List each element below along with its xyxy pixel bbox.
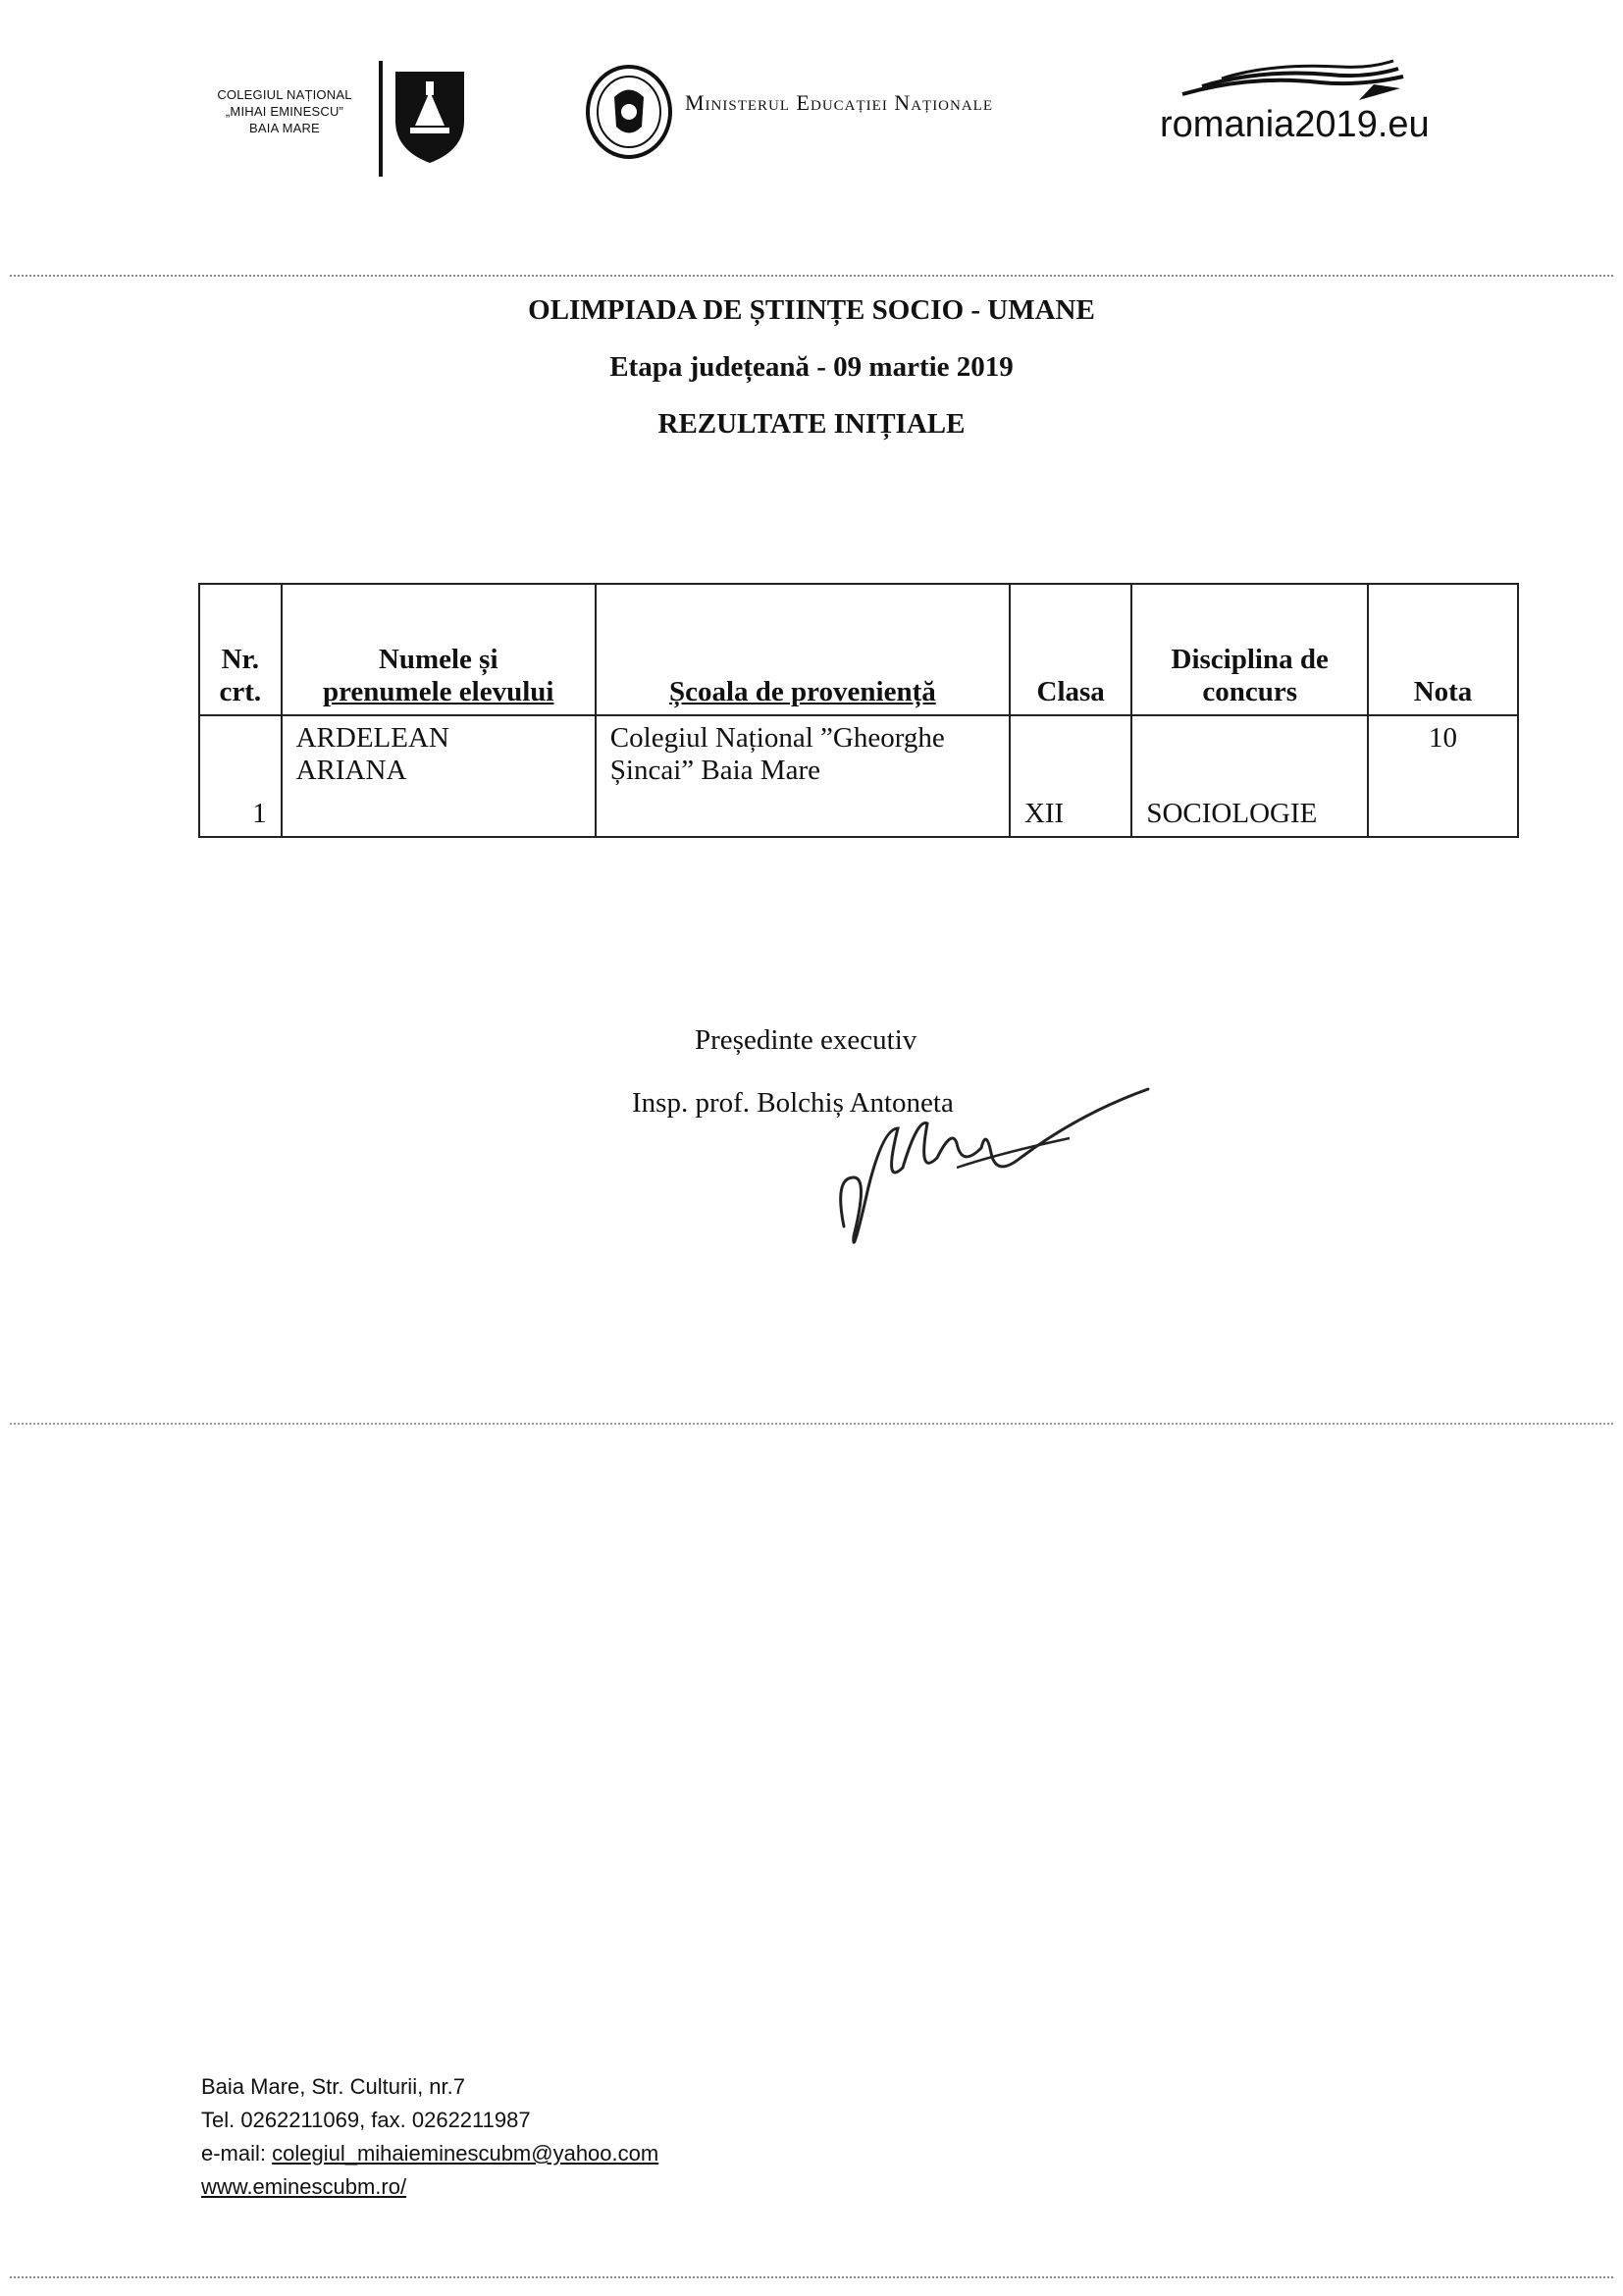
mid-divider: [10, 1423, 1613, 1425]
header-name-line-2: prenumele elevului: [322, 676, 554, 707]
header-name: [282, 584, 596, 715]
title-olympiad: OLIMPIADA DE ȘTIINȚE SOCIO - UMANE: [528, 294, 1095, 326]
header-discipline-line-2: concurs: [1202, 676, 1298, 707]
romania2019-site: romania2019.eu: [1160, 104, 1430, 145]
ministry-name: Ministerul Educației Naționale: [685, 90, 994, 115]
cell-nr: 1: [199, 715, 282, 837]
header-divider: [10, 275, 1613, 277]
footer-website-link[interactable]: www.eminescubm.ro/: [201, 2174, 407, 2199]
table-header-row: [199, 584, 1518, 715]
footer-email-line: [201, 2137, 658, 2170]
footer-phone: Tel. 0262211069, fax. 0262211987: [201, 2108, 531, 2132]
ministry-seal-icon: [585, 63, 673, 161]
colegiu-logo-text: [201, 86, 368, 136]
colegiu-crest-icon: [391, 67, 469, 165]
cell-name-line-1: ARDELEAN: [295, 722, 449, 754]
results-table: [198, 583, 1519, 838]
header-nr: [199, 584, 282, 715]
footer-address: Baia Mare, Str. Culturii, nr.7: [201, 2074, 465, 2099]
handwritten-signature-icon: [824, 1070, 1158, 1266]
title-results: REZULTATE INIȚIALE: [657, 408, 966, 440]
colegiu-line-2: „MIHAI EMINESCU”: [225, 104, 344, 119]
cell-nota: 10: [1368, 715, 1518, 837]
cell-name-line-2: ARIANA: [295, 755, 407, 786]
signature-name: Insp. prof. Bolchiș Antoneta: [632, 1087, 954, 1119]
header-class: Clasa: [1010, 584, 1131, 715]
cell-discipline: SOCIOLOGIE: [1131, 715, 1368, 837]
cell-class: XII: [1010, 715, 1131, 837]
header-name-line-1: Numele și: [378, 644, 498, 675]
header-school: [596, 584, 1010, 715]
footer-divider: [10, 2276, 1613, 2278]
footer-contact: [201, 2070, 658, 2204]
cell-school-line-2: Șincai” Baia Mare: [609, 755, 820, 786]
table-row: [199, 715, 1518, 837]
header-nr-line-1: Nr.: [221, 644, 259, 675]
colegiu-divider: [379, 61, 383, 177]
cell-school-line-1: Colegiul Național ”Gheorghe: [609, 722, 945, 754]
header-nota: Nota: [1368, 584, 1518, 715]
colegiu-line-1: COLEGIUL NAȚIONAL: [217, 87, 352, 102]
header-discipline: [1131, 584, 1368, 715]
cell-school: [596, 715, 1010, 837]
header-school-label: Școala de proveniență: [669, 676, 936, 707]
footer-email-link[interactable]: colegiul_mihaieminescubm@yahoo.com: [272, 2141, 659, 2166]
header-discipline-line-1: Disciplina de: [1171, 644, 1329, 675]
footer-email-label: e-mail:: [201, 2141, 273, 2166]
header-nr-line-2: crt.: [219, 676, 262, 707]
colegiu-line-3: BAIA MARE: [249, 121, 320, 135]
cell-name: [282, 715, 596, 837]
signature-role: Președinte executiv: [695, 1024, 917, 1056]
title-stage: Etapa județeană - 09 martie 2019: [609, 351, 1014, 383]
